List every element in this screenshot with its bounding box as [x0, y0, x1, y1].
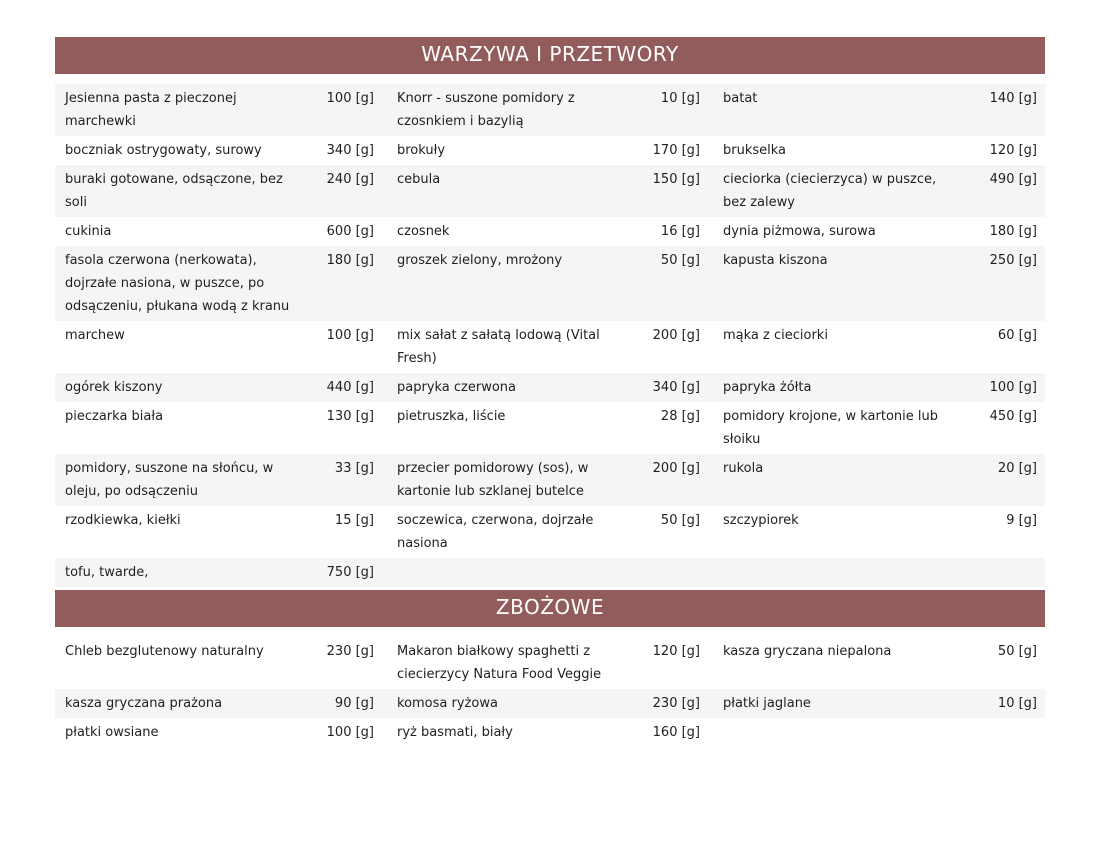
item-name: tofu, twarde,: [65, 565, 149, 580]
item-qty: 15 [g]: [334, 513, 374, 528]
item-name: Knorr - suszone pomidory z czosnkiem i bazylią: [397, 91, 575, 129]
item-qty: 600 [g]: [326, 224, 374, 239]
item-name: brokuły: [397, 143, 446, 158]
item-qty: 28 [g]: [660, 409, 700, 424]
item-qty: 150 [g]: [652, 172, 700, 187]
item-qty: 340 [g]: [326, 143, 374, 158]
table-row: [55, 637, 1045, 689]
item-qty: 340 [g]: [652, 380, 700, 395]
item-name: czosnek: [397, 224, 450, 239]
item-name: dynia piżmowa, surowa: [723, 224, 876, 239]
table-row: [55, 217, 1045, 246]
item-name: soczewica, czerwona, dojrzałe nasiona: [397, 513, 594, 551]
item-name: ryż basmati, biały: [397, 725, 513, 740]
item-qty: 750 [g]: [326, 565, 374, 580]
item-name: kasza gryczana niepalona: [723, 644, 892, 659]
item-name: Makaron białkowy spaghetti z ciecierzycy Natura Food Veggie: [397, 644, 602, 682]
section-header: WARZYWA I PRZETWORY: [55, 37, 1045, 74]
item-name: [382, 558, 636, 587]
item-name: mix sałat z sałatą lodową (Vital Fresh): [397, 328, 600, 366]
item-name: groszek zielony, mrożony: [397, 253, 563, 268]
item-name: cieciorka (ciecierzyca) w puszce, bez zalewy: [723, 172, 937, 210]
item-qty: 100 [g]: [989, 380, 1037, 395]
item-qty: 440 [g]: [326, 380, 374, 395]
item-qty: 100 [g]: [326, 725, 374, 740]
item-name: pomidory, suszone na słońcu, w oleju, po odsączeniu: [65, 461, 274, 499]
item-name: papryka czerwona: [397, 380, 517, 395]
item-qty: [636, 558, 708, 587]
item-name: pietruszka, liście: [397, 409, 506, 424]
item-name: ogórek kiszony: [65, 380, 163, 395]
table-row: [55, 402, 1045, 454]
item-qty: 200 [g]: [652, 328, 700, 343]
item-name: [708, 558, 963, 587]
item-qty: 20 [g]: [997, 461, 1037, 476]
item-qty: 140 [g]: [989, 91, 1037, 106]
table-row: [55, 373, 1045, 402]
item-qty: 16 [g]: [660, 224, 700, 239]
item-name: komosa ryżowa: [397, 696, 498, 711]
item-qty: 450 [g]: [989, 409, 1037, 424]
table-row: [55, 689, 1045, 718]
item-name: fasola czerwona (nerkowata), dojrzałe nasiona, w puszce, po odsączeniu, płukana wodą z kranu: [65, 253, 290, 314]
item-name: płatki owsiane: [65, 725, 159, 740]
shopping-list: [55, 37, 1045, 747]
item-qty: 130 [g]: [326, 409, 374, 424]
item-qty: 100 [g]: [326, 328, 374, 343]
table-row: [55, 321, 1045, 373]
item-qty: 10 [g]: [997, 696, 1037, 711]
item-qty: [963, 558, 1045, 587]
item-name: batat: [723, 91, 758, 106]
item-qty: 200 [g]: [652, 461, 700, 476]
item-name: płatki jaglane: [723, 696, 811, 711]
table-row: [55, 84, 1045, 136]
item-name: przecier pomidorowy (sos), w kartonie lub szklanej butelce: [397, 461, 589, 499]
table-row: [55, 165, 1045, 217]
item-name: rzodkiewka, kiełki: [65, 513, 181, 528]
item-qty: 90 [g]: [334, 696, 374, 711]
item-qty: 160 [g]: [652, 725, 700, 740]
item-qty: 120 [g]: [652, 644, 700, 659]
item-name: cukinia: [65, 224, 112, 239]
item-name: [708, 718, 963, 747]
item-qty: 230 [g]: [652, 696, 700, 711]
item-qty: 180 [g]: [326, 253, 374, 268]
table-row: [55, 506, 1045, 558]
item-qty: [963, 718, 1045, 747]
table-row: [55, 718, 1045, 747]
item-name: pieczarka biała: [65, 409, 164, 424]
item-name: szczypiorek: [723, 513, 799, 528]
table-row: [55, 246, 1045, 321]
table-row: [55, 454, 1045, 506]
item-qty: 180 [g]: [989, 224, 1037, 239]
item-name: cebula: [397, 172, 441, 187]
item-name: rukola: [723, 461, 764, 476]
item-qty: 250 [g]: [989, 253, 1037, 268]
item-name: papryka żółta: [723, 380, 812, 395]
table-row: [55, 136, 1045, 165]
item-qty: 490 [g]: [989, 172, 1037, 187]
item-qty: 170 [g]: [652, 143, 700, 158]
item-name: brukselka: [723, 143, 787, 158]
section-header: ZBOŻOWE: [55, 590, 1045, 627]
item-qty: 240 [g]: [326, 172, 374, 187]
item-qty: 120 [g]: [989, 143, 1037, 158]
item-name: marchew: [65, 328, 125, 343]
item-qty: 33 [g]: [334, 461, 374, 476]
item-name: mąka z cieciorki: [723, 328, 828, 343]
item-name: buraki gotowane, odsączone, bez soli: [65, 172, 283, 210]
item-qty: 50 [g]: [660, 253, 700, 268]
item-qty: 100 [g]: [326, 91, 374, 106]
item-name: kasza gryczana prażona: [65, 696, 223, 711]
item-qty: 10 [g]: [660, 91, 700, 106]
item-qty: 50 [g]: [660, 513, 700, 528]
item-qty: 50 [g]: [997, 644, 1037, 659]
item-name: boczniak ostrygowaty, surowy: [65, 143, 262, 158]
item-qty: 230 [g]: [326, 644, 374, 659]
item-name: Chleb bezglutenowy naturalny: [65, 644, 264, 659]
item-name: pomidory krojone, w kartonie lub słoiku: [723, 409, 938, 447]
table-row: [55, 558, 1045, 587]
item-name: Jesienna pasta z pieczonej marchewki: [65, 91, 237, 129]
item-name: kapusta kiszona: [723, 253, 828, 268]
item-qty: 9 [g]: [1006, 513, 1037, 528]
item-qty: 60 [g]: [997, 328, 1037, 343]
